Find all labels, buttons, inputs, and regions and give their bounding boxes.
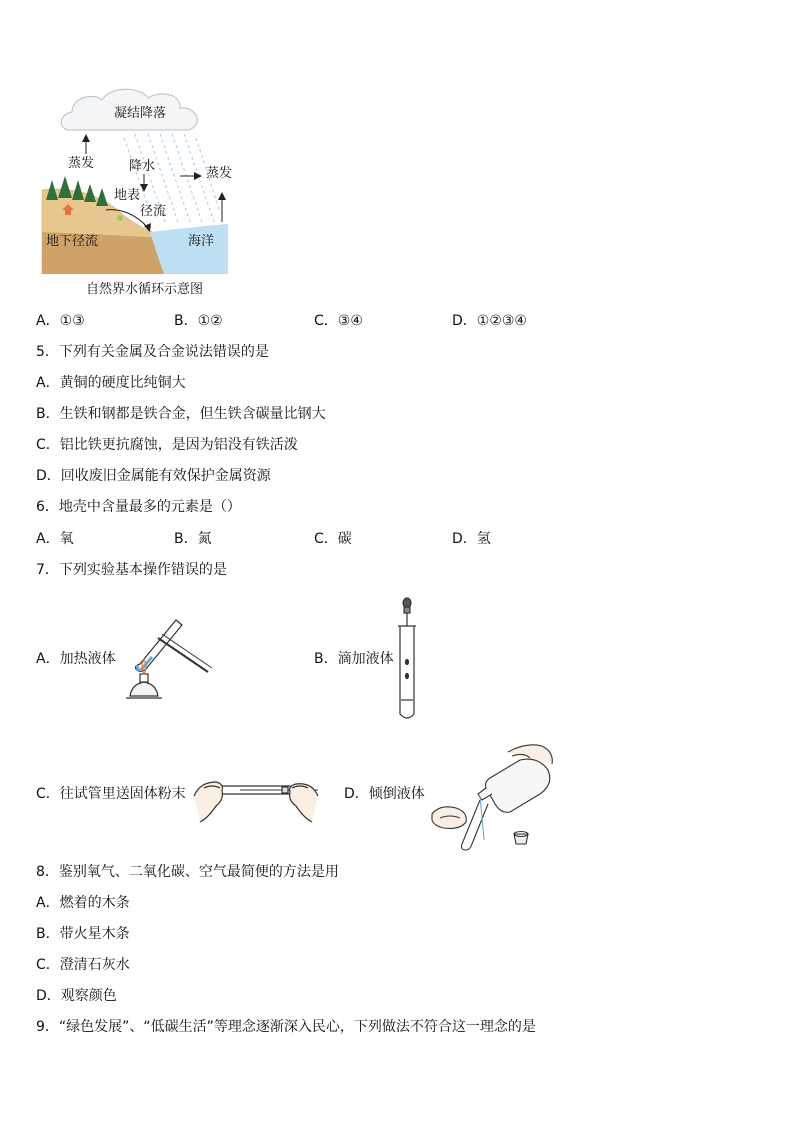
q7-stem: 7．下列实验基本操作错误的是: [36, 562, 227, 578]
option-text: 加热液体: [59, 651, 116, 667]
option-letter: B．: [174, 313, 198, 329]
option-letter: A．: [36, 531, 60, 547]
pouring-liquid-illustration: [430, 742, 556, 852]
option-text: ①②③④: [476, 313, 527, 329]
option-text: 往试管里送固体粉末: [59, 786, 186, 802]
q5-option-a: A．黄铜的硬度比纯铜大: [36, 375, 186, 391]
dropper-illustration: [396, 596, 418, 722]
option-text: ③④: [337, 313, 363, 329]
q5-option-d: D．回收废旧金属能有效保护金属资源: [36, 468, 271, 484]
q4-option-c: [314, 312, 363, 330]
q5-option-b: B．生铁和钢都是铁合金，但生铁含碳量比钢大: [36, 406, 326, 422]
q6-option-b: [174, 530, 212, 548]
heating-liquid-illustration: [118, 612, 214, 706]
surface-runoff-label-2: 径流: [140, 204, 167, 219]
option-text: 氮: [197, 531, 212, 547]
evaporation-left-label: 蒸发: [68, 156, 95, 171]
option-letter: B．: [314, 651, 338, 667]
option-letter: C．: [36, 786, 60, 802]
q8-option-c: C．澄清石灰水: [36, 957, 130, 973]
option-text: ①③: [59, 313, 85, 329]
powder-test-tube-illustration: [190, 766, 324, 826]
option-text: 氢: [476, 531, 491, 547]
option-letter: D．: [344, 786, 369, 802]
cloud-label: 凝结降落: [114, 106, 167, 121]
option-letter: A．: [36, 313, 60, 329]
q7-option-c: [36, 785, 186, 803]
q4-option-d: [452, 312, 527, 330]
underground-runoff-label: 地下径流: [46, 234, 99, 249]
q6-stem: 6．地壳中含量最多的元素是（）: [36, 499, 241, 515]
q9-stem: 9．“绿色发展”、“低碳生活”等理念逐渐深入民心，下列做法不符合这一理念的是: [36, 1019, 536, 1035]
option-text: 滴加液体: [337, 651, 394, 667]
q5-option-c: C．铝比铁更抗腐蚀，是因为铝没有铁活泼: [36, 437, 298, 453]
option-letter: A．: [36, 651, 60, 667]
option-text: ①②: [197, 313, 223, 329]
option-text: 碳: [337, 531, 352, 547]
q6-option-d: [452, 530, 491, 548]
q6-option-c: [314, 530, 352, 548]
rain-label: 降水: [129, 159, 156, 174]
q4-option-b: [174, 312, 223, 330]
option-text: 倾倒液体: [368, 786, 425, 802]
option-text: 氧: [59, 531, 74, 547]
diagram-caption: 自然界水循环示意图: [86, 282, 204, 297]
surface-runoff-label-1: 地表: [114, 188, 141, 203]
q7-option-b: [314, 650, 394, 668]
option-letter: B．: [174, 531, 198, 547]
q7-option-a: [36, 650, 116, 668]
q8-option-a: A．燃着的木条: [36, 895, 130, 911]
ocean-label: 海洋: [188, 234, 215, 249]
evaporation-right-label: 蒸发: [206, 166, 233, 181]
q7-option-d: [344, 785, 425, 803]
q5-stem: 5．下列有关金属及合金说法错误的是: [36, 344, 269, 360]
q8-stem: 8．鉴别氧气、二氧化碳、空气最简便的方法是用: [36, 864, 339, 880]
option-letter: C．: [314, 313, 338, 329]
q6-option-a: [36, 530, 74, 548]
option-letter: D．: [452, 531, 477, 547]
q8-option-d: D．观察颜色: [36, 988, 117, 1004]
option-letter: C．: [314, 531, 338, 547]
water-cycle-diagram: [40, 82, 233, 297]
q8-option-b: B．带火星木条: [36, 926, 130, 942]
option-letter: D．: [452, 313, 477, 329]
q4-option-a: [36, 312, 85, 330]
